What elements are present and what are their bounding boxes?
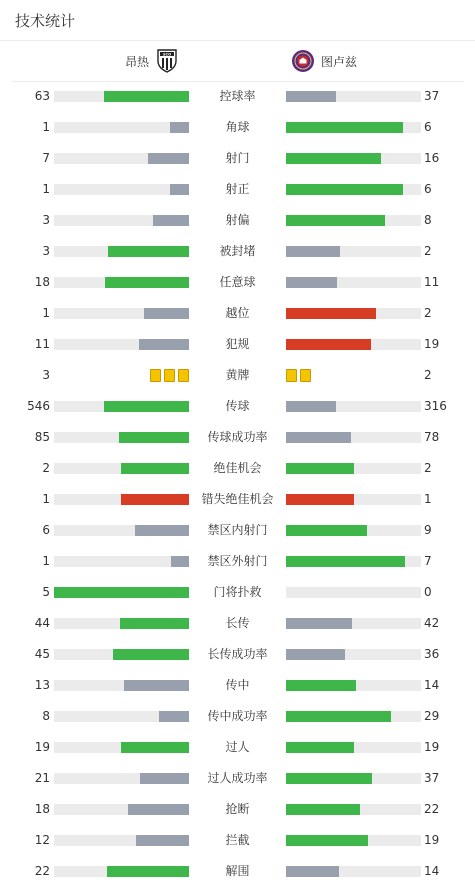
stat-row [0,546,475,577]
away-stat-bar-fill [286,866,339,877]
yellow-card-icon [150,369,161,382]
away-stat-bar-fill [286,463,354,474]
home-stat-value: 19 [34,740,50,754]
away-stat-value: 29 [424,709,440,723]
home-stat-bar-fill [159,711,189,722]
home-stat-bar-track [54,401,189,412]
stat-label: 传中 [225,678,250,692]
home-stat-bar-fill [107,866,189,877]
home-yellow-cards [150,369,189,382]
home-stat-bar-fill [108,246,189,257]
stat-label: 错失绝佳机会 [201,492,274,506]
away-stat-bar-fill [286,339,371,350]
away-stat-bar-track [286,184,421,195]
away-stat-bar-track [286,556,421,567]
home-stat-bar-track [54,556,189,567]
home-stat-bar-track [54,339,189,350]
svg-text:SCO: SCO [162,52,172,57]
home-stat-bar-fill [120,618,189,629]
stat-label: 黄牌 [225,368,250,382]
away-stat-value: 78 [424,430,440,444]
away-stat-bar-fill [286,711,391,722]
away-stat-value: 37 [424,771,440,785]
toulouse-fc-crest-icon [291,49,315,73]
home-stat-value: 546 [27,399,50,413]
stat-label: 长传成功率 [207,647,268,661]
home-stat-bar-track [54,680,189,691]
stat-label: 射正 [225,182,250,196]
home-stat-bar-track [54,587,189,598]
away-stat-bar-track [286,773,421,784]
home-stat-bar-fill [121,463,189,474]
home-stat-bar-fill [104,401,189,412]
away-stat-bar-fill [286,556,405,567]
away-stat-bar-track [286,153,421,164]
stat-row [0,81,475,112]
stat-row [0,205,475,236]
away-stat-bar-track [286,122,421,133]
home-stat-value: 44 [34,616,50,630]
home-stat-bar-fill [139,339,189,350]
away-stat-bar-track [286,246,421,257]
away-stat-bar-fill [286,773,372,784]
home-stat-value: 5 [42,585,50,599]
stat-label: 任意球 [219,275,256,289]
home-stat-value: 85 [34,430,50,444]
home-stat-bar-fill [54,587,189,598]
yellow-card-icon [300,369,311,382]
stat-row [0,608,475,639]
home-stat-value: 1 [42,492,50,506]
stat-label: 传球 [225,399,250,413]
stat-row [0,825,475,856]
home-stat-bar-fill [148,153,189,164]
away-stat-value: 6 [424,182,432,196]
home-stat-bar-track [54,215,189,226]
home-stat-value: 12 [34,833,50,847]
stat-label: 解围 [225,864,250,878]
stat-label: 射偏 [225,213,250,227]
away-stat-value: 0 [424,585,432,599]
stat-row [0,360,475,391]
home-stat-value: 18 [34,802,50,816]
away-stat-bar-track [286,618,421,629]
home-stat-bar-track [54,773,189,784]
home-stat-bar-fill [104,91,189,102]
away-yellow-cards [286,369,311,382]
stat-label: 传中成功率 [207,709,268,723]
home-stat-bar-track [54,463,189,474]
home-stat-bar-fill [170,122,189,133]
home-stat-value: 3 [42,244,50,258]
stat-row [0,763,475,794]
away-stat-value: 16 [424,151,440,165]
away-stat-bar-fill [286,525,367,536]
home-stat-value: 6 [42,523,50,537]
home-stat-bar-fill [121,742,189,753]
away-stat-bar-track [286,432,421,443]
home-stat-value: 63 [34,89,50,103]
away-stat-bar-fill [286,804,360,815]
stat-row [0,639,475,670]
away-stat-value: 19 [424,337,440,351]
stat-label: 传球成功率 [207,430,268,444]
stat-label: 拦截 [225,833,250,847]
home-stat-bar-track [54,525,189,536]
away-stat-bar-track [286,525,421,536]
stat-row [0,143,475,174]
teams-bar [12,41,463,82]
stat-row [0,298,475,329]
away-stat-bar-track [286,711,421,722]
home-stat-value: 11 [34,337,50,351]
home-stat-value: 1 [42,554,50,568]
stats-list [0,81,475,887]
stat-row [0,670,475,701]
away-stat-value: 37 [424,89,440,103]
stat-label: 禁区内射门 [207,523,268,537]
home-stat-bar-fill [124,680,189,691]
home-stat-bar-fill [140,773,189,784]
stat-label: 过人成功率 [207,771,268,785]
away-stat-bar-track [286,215,421,226]
home-stat-value: 3 [42,213,50,227]
away-stat-bar-fill [286,680,356,691]
angers-sco-crest-icon [157,49,177,73]
home-stat-value: 7 [42,151,50,165]
away-stat-bar-track [286,680,421,691]
away-stat-bar-fill [286,246,340,257]
stat-row [0,856,475,887]
away-stat-bar-track [286,804,421,815]
home-stat-bar-fill [121,494,189,505]
away-stat-value: 36 [424,647,440,661]
away-stat-value: 14 [424,678,440,692]
home-stat-bar-fill [153,215,189,226]
away-stat-value: 8 [424,213,432,227]
stat-label: 长传 [225,616,250,630]
away-stat-value: 14 [424,864,440,878]
away-stat-bar-track [286,91,421,102]
away-stat-bar-fill [286,153,381,164]
away-stat-bar-fill [286,835,368,846]
stat-row [0,391,475,422]
away-stat-bar-fill [286,742,354,753]
page-title: 技术统计 [15,11,76,30]
away-stat-bar-fill [286,432,351,443]
stat-label: 射门 [225,151,250,165]
home-stat-value: 45 [34,647,50,661]
home-stat-bar-track [54,122,189,133]
stat-label: 角球 [225,120,250,134]
stat-label: 被封堵 [219,244,256,258]
stat-row [0,701,475,732]
stat-row [0,329,475,360]
stat-row [0,112,475,143]
home-stat-value: 1 [42,306,50,320]
home-stat-bar-track [54,153,189,164]
stat-label: 绝佳机会 [213,461,262,475]
home-stat-bar-track [54,835,189,846]
away-stat-bar-fill [286,91,336,102]
away-stat-value: 22 [424,802,440,816]
away-stat-bar-fill [286,277,337,288]
away-stat-value: 9 [424,523,432,537]
stat-row [0,515,475,546]
away-stat-value: 2 [424,244,432,258]
away-stat-bar-fill [286,184,403,195]
away-stat-bar-track [286,494,421,505]
yellow-card-icon [178,369,189,382]
away-stat-value: 7 [424,554,432,568]
home-stat-value: 1 [42,120,50,134]
home-stat-bar-fill [171,556,189,567]
stat-label: 抢断 [225,802,250,816]
home-stat-bar-track [54,649,189,660]
home-stat-bar-track [54,618,189,629]
home-stat-bar-fill [144,308,189,319]
away-stat-value: 6 [424,120,432,134]
home-stat-bar-fill [136,835,189,846]
stat-row [0,577,475,608]
stat-label: 越位 [225,306,250,320]
stat-label: 犯规 [225,337,250,351]
stat-row [0,174,475,205]
stats-header [0,0,475,41]
home-stat-bar-track [54,246,189,257]
away-stat-value: 19 [424,833,440,847]
stat-label: 禁区外射门 [207,554,268,568]
home-stat-bar-track [54,184,189,195]
away-stat-value: 19 [424,740,440,754]
home-stat-value: 1 [42,182,50,196]
home-stat-bar-track [54,432,189,443]
yellow-card-icon [286,369,297,382]
home-stat-value: 8 [42,709,50,723]
away-stat-bar-track [286,587,421,598]
away-team[interactable] [291,41,357,81]
stat-row [0,794,475,825]
home-stat-bar-track [54,277,189,288]
away-stat-bar-track [286,866,421,877]
home-stat-bar-track [54,91,189,102]
home-stat-bar-track [54,804,189,815]
away-stat-bar-fill [286,494,354,505]
away-stat-bar-track [286,339,421,350]
home-team-name: 昂热 [124,54,149,69]
away-stat-bar-track [286,463,421,474]
away-stat-bar-track [286,277,421,288]
away-stat-bar-track [286,649,421,660]
home-stat-value: 13 [34,678,50,692]
home-stat-bar-fill [113,649,189,660]
home-stat-bar-fill [105,277,189,288]
stat-label: 门将扑救 [213,585,262,599]
away-stat-value: 2 [424,368,432,382]
away-stat-bar-track [286,401,421,412]
home-stat-bar-fill [128,804,189,815]
stat-label: 控球率 [219,89,256,103]
away-stat-value: 2 [424,306,432,320]
home-stat-bar-track [54,742,189,753]
home-stat-bar-track [54,494,189,505]
away-stat-bar-fill [286,618,352,629]
home-stat-bar-fill [135,525,189,536]
home-stat-bar-fill [170,184,189,195]
home-team[interactable] [125,41,177,81]
home-stat-bar-track [54,866,189,877]
home-stat-bar-track [54,308,189,319]
home-stat-bar-track [54,711,189,722]
stat-row [0,732,475,763]
away-stat-bar-fill [286,308,376,319]
home-stat-value: 3 [42,368,50,382]
stat-row [0,453,475,484]
stat-row [0,236,475,267]
away-stat-value: 11 [424,275,440,289]
stat-row [0,267,475,298]
home-stat-value: 22 [34,864,50,878]
away-team-name: 图卢兹 [321,54,358,69]
home-stat-value: 21 [34,771,50,785]
away-stat-value: 42 [424,616,440,630]
away-stat-value: 316 [424,399,447,413]
stat-row [0,422,475,453]
home-stat-value: 18 [34,275,50,289]
home-stat-bar-fill [119,432,189,443]
away-stat-bar-fill [286,122,403,133]
away-stat-bar-track [286,835,421,846]
yellow-card-icon [164,369,175,382]
stat-row [0,484,475,515]
away-stat-bar-fill [286,215,385,226]
away-stat-bar-fill [286,401,336,412]
home-stat-value: 2 [42,461,50,475]
away-stat-bar-track [286,742,421,753]
away-stat-value: 1 [424,492,432,506]
stat-label: 过人 [225,740,250,754]
away-stat-value: 2 [424,461,432,475]
away-stat-bar-fill [286,649,345,660]
away-stat-bar-track [286,308,421,319]
